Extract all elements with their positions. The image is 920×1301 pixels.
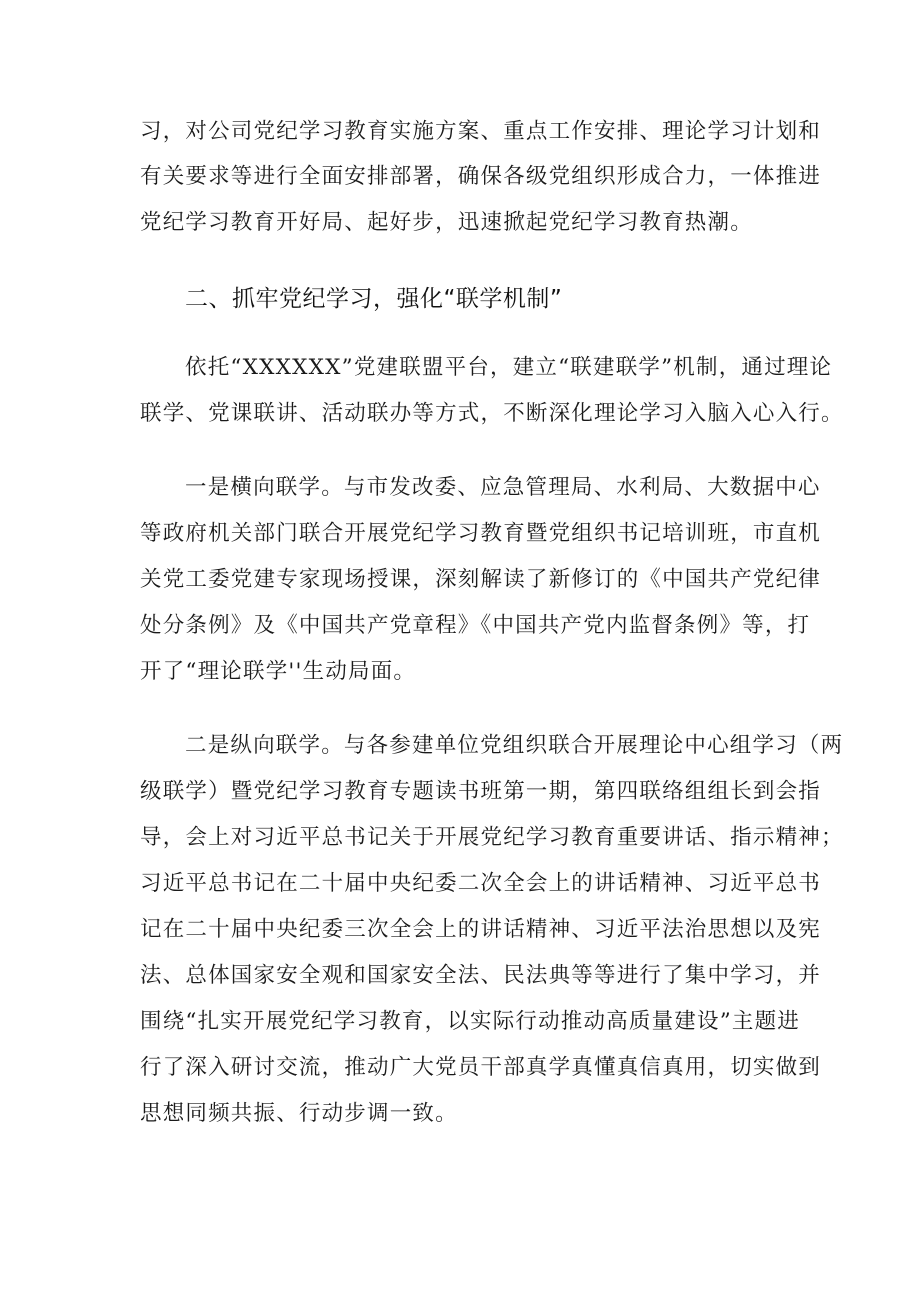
- paragraph-4-line-7: 围绕“扎实开展党纪学习教育，以实际行动推动高质量建设”主题进: [140, 1009, 800, 1034]
- paragraph-4-line-4: 习近平总书记在二十届中央纪委二次全会上的讲话精神、习近平总书: [140, 871, 822, 896]
- paragraph-4-line-3: 导，会上对习近平总书记关于开展党纪学习教育重要讲话、指示精神；: [140, 825, 844, 850]
- paragraph-3-line-3: 关党工委党建专家现场授课，深刻解读了新修订的《中国共产党纪律: [140, 567, 822, 592]
- paragraph-1-line-1: 习，对公司党纪学习教育实施方案、重点工作安排、理论学习计划和: [140, 119, 822, 144]
- section-heading: 二、抓牢党纪学习，强化“联学机制”: [185, 286, 563, 312]
- paragraph-3-line-2: 等政府机关部门联合开展党纪学习教育暨党组织书记培训班，市直机: [140, 521, 822, 546]
- paragraph-4-line-8: 行了深入研讨交流，推动广大党员干部真学真懂真信真用，切实做到: [140, 1055, 822, 1080]
- paragraph-3-line-4: 处分条例》及《中国共产党章程》《中国共产党内监督条例》等，打: [140, 613, 811, 638]
- paragraph-1-line-2: 有关要求等进行全面安排部署，确保各级党组织形成合力，一体推进: [140, 164, 822, 189]
- paragraph-3-line-1: 一是横向联学。与市发改委、应急管理局、水利局、大数据中心: [185, 475, 821, 500]
- paragraph-2-line-1: 依托“XXXXXX”党建联盟平台，建立“联建联学”机制，通过理论: [185, 355, 833, 380]
- paragraph-1-line-3: 党纪学习教育开好局、起好步，迅速掀起党纪学习教育热潮。: [140, 210, 753, 235]
- paragraph-3-line-5: 开了“理论联学''生动局面。: [140, 659, 417, 684]
- paragraph-4-line-6: 法、总体国家安全观和国家安全法、民法典等等进行了集中学习，并: [140, 963, 822, 988]
- paragraph-4-line-2: 级联学）暨党纪学习教育专题读书班第一期，第四联络组组长到会指: [140, 779, 822, 804]
- paragraph-4-line-1: 二是纵向联学。与各参建单位党组织联合开展理论中心组学习（两: [185, 733, 844, 758]
- paragraph-2-line-2: 联学、党课联讲、活动联办等方式，不断深化理论学习入脑入心入行。: [140, 401, 844, 426]
- paragraph-4-line-9: 思想同频共振、行动步调一致。: [140, 1101, 458, 1126]
- paragraph-4-line-5: 记在二十届中央纪委三次全会上的讲话精神、习近平法治思想以及宪: [140, 917, 822, 942]
